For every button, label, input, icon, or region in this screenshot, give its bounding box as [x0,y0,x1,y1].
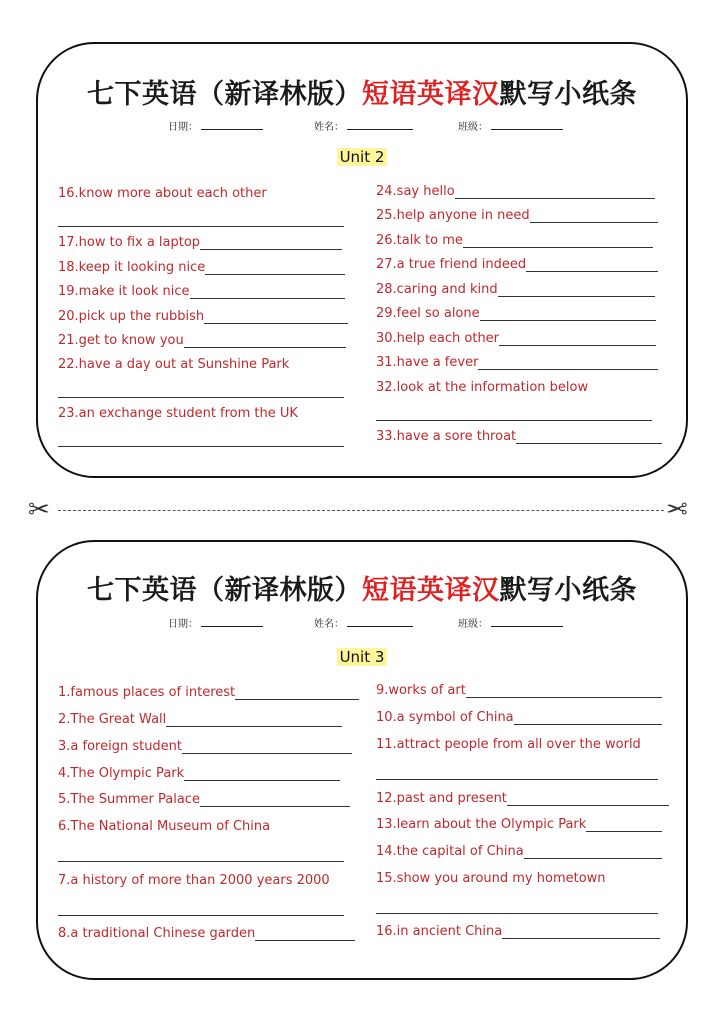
phrase-item: 23.an exchange student from the UK [58,406,298,421]
answer-line[interactable] [184,335,346,348]
answer-line[interactable] [58,445,344,447]
phrase-item: 28.caring and kind [376,282,655,297]
phrase-item: 1.famous places of interest [58,685,359,700]
answer-line[interactable] [507,793,669,806]
answer-line[interactable] [502,926,660,939]
scissors-icon: ✂ [666,495,688,525]
phrase-item: 15.show you around my hometown [376,871,606,886]
answer-line[interactable] [58,914,344,916]
answer-line[interactable] [524,846,662,859]
date-field[interactable] [168,118,263,133]
name-field[interactable] [314,118,413,133]
answer-line[interactable] [204,311,348,324]
phrase-item: 16.in ancient China [376,924,660,939]
answer-line[interactable] [466,685,662,698]
answer-line[interactable] [478,357,658,370]
date-field[interactable] [168,615,263,630]
phrase-item: 13.learn about the Olympic Park [376,817,662,832]
phrase-item: 31.have a fever [376,355,658,370]
phrase-item: 19.make it look nice [58,284,345,299]
name-label: 姓名： [314,122,344,133]
cut-line [58,510,664,511]
answer-line[interactable] [190,286,345,299]
answer-line[interactable] [235,687,359,700]
class-line[interactable] [491,617,563,627]
date-line[interactable] [201,617,263,627]
answer-line[interactable] [516,431,662,444]
unit-heading: Unit 2 [38,148,686,166]
phrase-item: 11.attract people from all over the world [376,737,641,752]
date-label: 日期： [168,122,198,133]
date-label: 日期： [168,619,198,630]
answer-line[interactable] [376,912,658,914]
class-label: 班级： [458,122,488,133]
answer-line[interactable] [463,235,653,248]
phrase-item: 18.keep it looking nice [58,260,345,275]
unit-heading: Unit 3 [38,648,686,666]
phrase-item: 24.say hello [376,184,655,199]
phrase-item: 3.a foreign student [58,739,352,754]
phrase-item: 9.works of art [376,683,662,698]
phrase-item: 30.help each other [376,331,656,346]
phrase-item: 12.past and present [376,791,669,806]
phrase-item: 5.The Summer Palace [58,792,350,807]
answer-line[interactable] [58,396,344,398]
phrase-item: 20.pick up the rubbish [58,309,348,324]
answer-line[interactable] [200,237,342,250]
answer-line[interactable] [498,284,655,297]
answer-line[interactable] [205,262,345,275]
phrase-item: 25.help anyone in need [376,208,658,223]
phrase-item: 22.have a day out at Sunshine Park [58,357,290,372]
name-line[interactable] [347,120,413,130]
answer-line[interactable] [58,225,344,227]
class-line[interactable] [491,120,563,130]
name-line[interactable] [347,617,413,627]
answer-line[interactable] [376,778,658,780]
name-label: 姓名： [314,619,344,630]
dictation-card-unit-2 [36,42,688,478]
class-field[interactable] [458,118,563,133]
answer-line[interactable] [526,259,658,272]
answer-line[interactable] [530,210,658,223]
answer-line[interactable] [166,714,342,727]
phrase-item: 4.The Olympic Park [58,766,340,781]
dictation-card-unit-3 [36,540,688,980]
title-highlight: 短语英译汉 [362,575,500,606]
title-prefix: 七下英语（新译林版） [87,79,362,110]
phrase-item: 17.how to fix a laptop [58,235,342,250]
class-field[interactable] [458,615,563,630]
answer-line[interactable] [499,333,656,346]
phrase-item: 14.the capital of China [376,844,662,859]
phrase-item: 32.look at the information below [376,380,589,395]
title-suffix: 默写小纸条 [499,575,637,606]
title-suffix: 默写小纸条 [499,79,637,110]
date-line[interactable] [201,120,263,130]
answer-line[interactable] [58,860,344,862]
phrase-item: 10.a symbol of China [376,710,662,725]
phrase-item: 16.know more about each other [58,186,267,201]
answer-line[interactable] [455,186,655,199]
title-highlight: 短语英译汉 [362,79,500,110]
class-label: 班级： [458,619,488,630]
phrase-item: 26.talk to me [376,233,653,248]
phrase-item: 21.get to know you [58,333,346,348]
answer-line[interactable] [255,928,355,941]
phrase-item: 33.have a sore throat [376,429,662,444]
phrase-item: 8.a traditional Chinese garden [58,926,355,941]
phrase-item: 27.a true friend indeed [376,257,658,272]
name-field[interactable] [314,615,413,630]
answer-line[interactable] [184,768,340,781]
answer-line[interactable] [182,741,352,754]
card-title [38,568,686,607]
phrase-item: 7.a history of more than 2000 years 2000 [58,873,330,888]
answer-line[interactable] [376,419,652,421]
phrase-item: 6.The National Museum of China [58,819,271,834]
title-prefix: 七下英语（新译林版） [87,575,362,606]
card-title [38,72,686,111]
answer-line[interactable] [514,712,662,725]
answer-line[interactable] [480,308,656,321]
answer-line[interactable] [200,794,350,807]
scissors-icon: ✂ [28,495,50,525]
answer-line[interactable] [586,819,662,832]
phrase-item: 2.The Great Wall [58,712,342,727]
phrase-item: 29.feel so alone [376,306,656,321]
